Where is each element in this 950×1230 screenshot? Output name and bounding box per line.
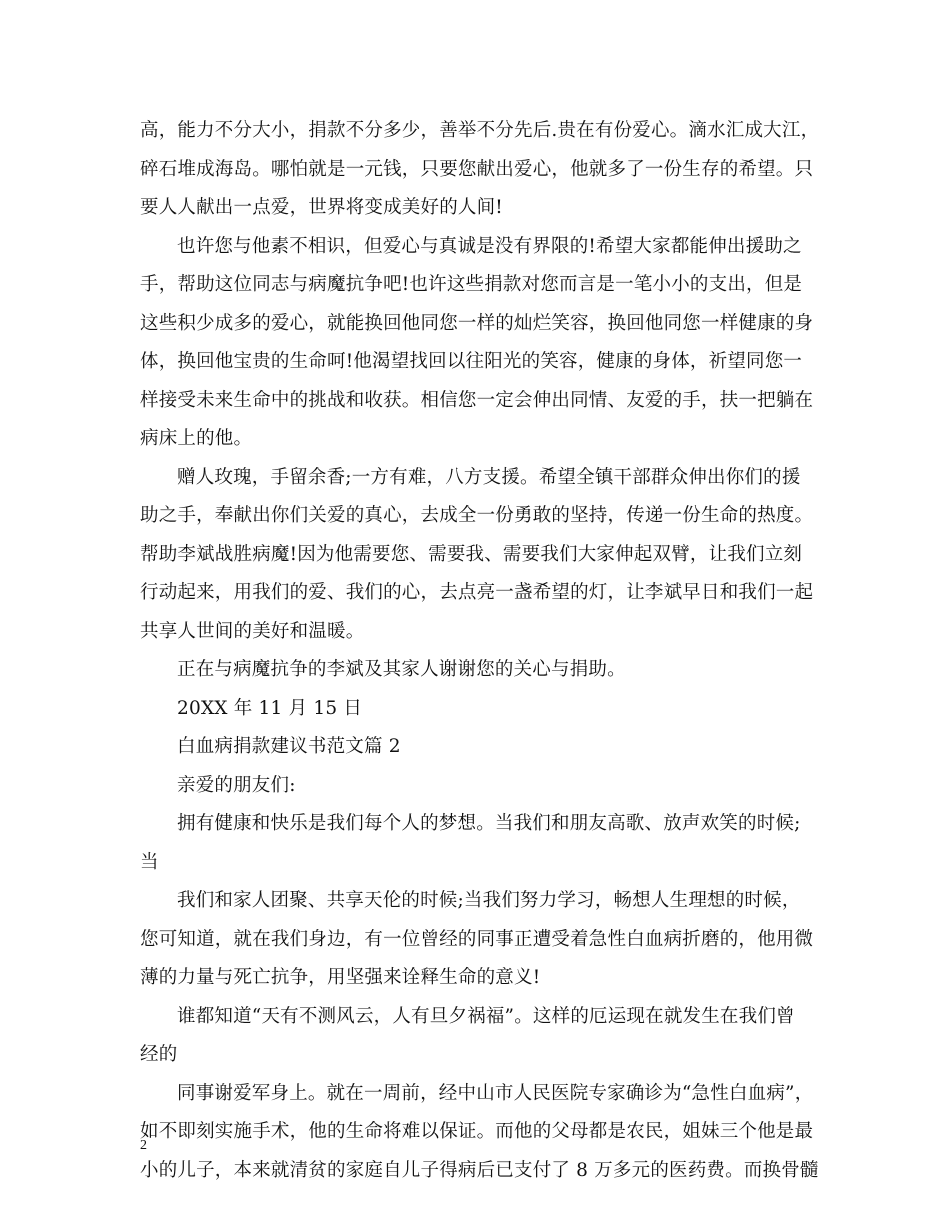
text-line: 我们和家人团聚、共享天伦的时候;当我们努力学习，畅想人生理想的时候， bbox=[177, 890, 801, 911]
text-line: 样接受未来生命中的挑战和收获。相信您一定会伸出同情、友爱的手，扶一把躺在 bbox=[140, 389, 814, 411]
page-number: 2 bbox=[140, 1138, 147, 1153]
text-line: 碎石堆成海岛。哪怕就是一元钱，只要您献出爱心，他就多了一份生存的希望。只 bbox=[140, 158, 814, 180]
text-line: 薄的力量与死亡抗争，用坚强来诠释生命的意义! bbox=[140, 967, 541, 988]
text-line: 白血病捐款建议书范文篇 2 bbox=[177, 736, 401, 757]
text-line: 共享人世间的美好和温暖。 bbox=[140, 620, 365, 642]
text-line: 帮助李斌战胜病魔!因为他需要您、需要我、需要我们大家伸起双臂，让我们立刻 bbox=[140, 543, 803, 565]
body-text bbox=[140, 112, 820, 1190]
text-line: 小的儿子，本来就清贫的家庭自儿子得病后已支付了 8 万多元的医药费。而换骨髓 bbox=[140, 1159, 819, 1181]
text-line: 赠人玫瑰，手留余香;一方有难，八方支援。希望全镇干部群众伸出你们的援 bbox=[177, 466, 801, 488]
text-line: 您可知道，就在我们身边，有一位曾经的同事正遭受着急性白血病折磨的，他用微 bbox=[140, 928, 814, 950]
text-line: 经的 bbox=[140, 1044, 178, 1065]
text-line: 也许您与他素不相识，但爱心与真诚是没有界限的!希望大家都能伸出援助之 bbox=[177, 235, 802, 257]
text-line: 高，能力不分大小，捐款不分多少，善举不分先后.贵在有份爱心。滴水汇成大江， bbox=[140, 120, 820, 141]
text-line: 当 bbox=[140, 851, 159, 873]
text-line: 病床上的他。 bbox=[140, 428, 253, 449]
text-line: 同事谢爱军身上。就在一周前，经中山市人民医院专家确诊为“急性白血病”， bbox=[177, 1082, 814, 1104]
text-line: 这些积少成多的爱心，就能换回他同您一样的灿烂笑容，换回他同您一样健康的身 bbox=[140, 312, 814, 334]
text-line: 行动起来，用我们的爱、我们的心，去点亮一盏希望的灯，让李斌早日和我们一起 bbox=[140, 582, 814, 603]
text-line: 手，帮助这位同志与病魔抗争吧!也许这些捐款对您而言是一笔小小的支出，但是 bbox=[140, 274, 803, 295]
text-line: 体，换回他宝贵的生命呵!他渴望找回以往阳光的笑容，健康的身体，祈望同您一 bbox=[140, 351, 803, 372]
text-line: 亲爱的朋友们: bbox=[177, 774, 296, 796]
text-line: 助之手，奉献出你们关爱的真心，去成全一份勇敢的坚持，传递一份生命的热度。 bbox=[140, 505, 814, 526]
text-line: 正在与病魔抗争的李斌及其家人谢谢您的关心与捐助。 bbox=[177, 659, 626, 680]
text-line: 拥有健康和快乐是我们每个人的梦想。当我们和朋友高歌、放声欢笑的时候; bbox=[177, 813, 801, 834]
text-line: 谁都知道“天有不测风云，人有旦夕祸福”。这样的厄运现在就发生在我们曾 bbox=[177, 1005, 795, 1027]
text-line: 如不即刻实施手术，他的生命将难以保证。而他的父母都是农民，姐妹三个他是最 bbox=[140, 1121, 814, 1142]
text-line: 20XX 年 11 月 15 日 bbox=[177, 697, 363, 719]
text-line: 要人人献出一点爱，世界将变成美好的人间! bbox=[140, 197, 503, 218]
